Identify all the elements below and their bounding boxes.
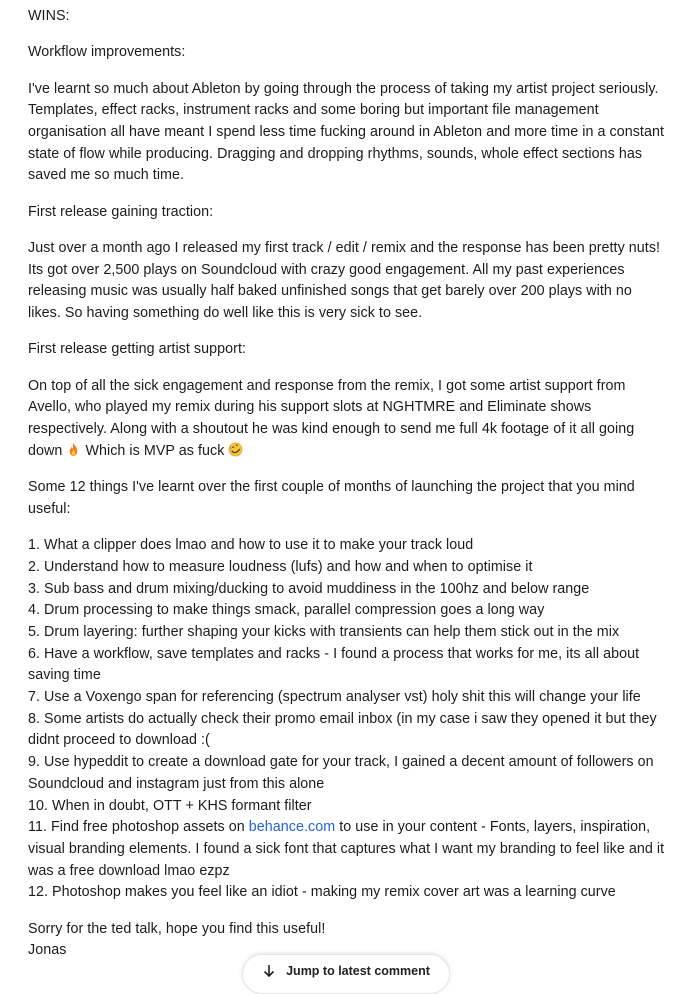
support-heading: First release getting artist support: [28,341,246,358]
traction-heading: First release gaining traction: [28,203,214,220]
list-item: 10. When in doubt, OTT + KHS formant filter [28,797,312,814]
item11-suffix: to use in your content - Fonts, layers, inspiration, visual branding elements. I found a sick font that captures what I want my branding to feel like and it was a free download lmao ezpz [28,819,665,879]
traction-paragraph: Just over a month ago I released my first track / edit / remix and the response has been pretty nuts! Its got over 2,500 plays on Soundcloud with crazy good engagement. All my past experiences releasing music was usually half baked unfinished songs that get barely over 200 plays with no likes. So having something do well like this is very sick to see. [28,240,661,322]
tips-list [28,535,668,904]
wins-heading: WINS: [28,8,70,24]
list-item: 3. Sub bass and drum mixing/ducking to avoid muddiness in the 100hz and below range [28,580,590,597]
fire-icon [66,442,81,457]
list-item: 12. Photoshop makes you feel like an idiot - making my remix cover art was a learning curve [28,884,616,901]
jump-button-label: Jump to latest comment [286,964,430,978]
list-item [28,817,668,882]
signoff-line-1: Sorry for the ted talk, hope you find this useful! [28,920,326,937]
workflow-paragraph: I've learnt so much about Ableton by going through the process of taking my artist project seriously. Templates, effect racks, instrument racks and some boring but important file management organisation all have meant I spend less time fucking around in Ableton and more time in a constant state of flow while producing. Dragging and dropping rhythms, sounds, whole effect sections has saved me so much time. [28,80,664,184]
list-item: 7. Use a Voxengo span for referencing (spectrum analyser vst) holy shit this will change your life [28,689,641,706]
arrow-down-icon [262,964,276,978]
rofl-icon [228,442,243,457]
support-text-1: On top of all the sick engagement and response from the remix, I got some artist support from Avello, who played my remix during his support slots at NGHTMRE and Eliminate shows respectively. Along with a shoutout he was kind enough to send me full 4k footage of it all going down [28,377,635,459]
things-heading: Some 12 things I've learnt over the first couple of months of launching the project that you mind useful: [28,479,635,517]
list-item: 2. Understand how to measure loudness (lufs) and how and when to optimise it [28,558,533,575]
behance-link[interactable]: behance.com [248,819,336,836]
list-item: 4. Drum processing to make things smack, parallel compression goes a long way [28,602,545,619]
list-item: 1. What a clipper does lmao and how to use it to make your track loud [28,537,474,554]
item11-prefix: 11. Find free photoshop assets on [28,819,249,836]
list-item: 8. Some artists do actually check their promo email inbox (in my case i saw they opened it but they didnt proceed to download :( [28,710,657,749]
support-paragraph [28,376,668,463]
jump-to-latest-comment-button[interactable] [242,954,450,994]
post-body [28,6,668,962]
list-item: 6. Have a workflow, save templates and racks - I found a process that works for me, its all about saving time [28,645,640,684]
list-item: 5. Drum layering: further shaping your kicks with transients can help them stick out in the mix [28,623,620,640]
signoff-name: Jonas [28,942,67,959]
list-item: 9. Use hypeddit to create a download gate for your track, I gained a decent amount of followers on Soundcloud and instagram just from this alone [28,754,654,792]
workflow-heading: Workflow improvements: [28,44,186,61]
support-text-2: Which is MVP as fuck [81,442,225,459]
